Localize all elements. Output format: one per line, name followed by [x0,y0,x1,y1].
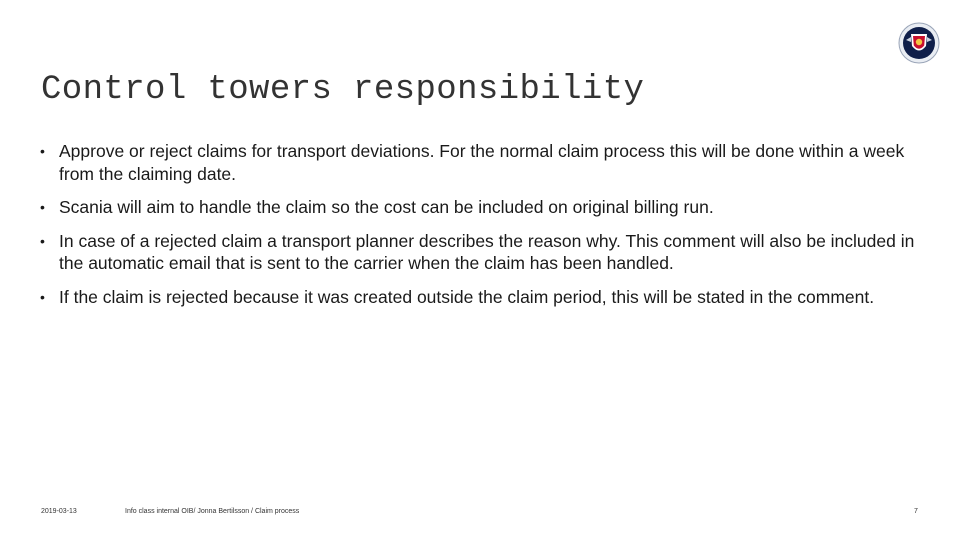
bullet-item [40,230,920,275]
bullet-dot: • [40,143,45,159]
scania-logo-icon [898,22,940,64]
bullet-dot: • [40,199,45,215]
bullet-text: If the claim is rejected because it was created outside the claim period, this will be stated in the comment. [59,286,875,307]
bullet-item [40,196,920,219]
page-number: 7 [914,508,918,515]
bullet-dot: • [40,232,45,249]
bullet-item [40,286,920,309]
footer-date: 2019-03-13 [41,508,77,515]
bullet-list [40,140,920,319]
footer-info: Info class internal OIB/ Jonna Bertilsson / Claim process [125,508,300,515]
bullet-text: Scania will aim to handle the claim so the cost can be included on original billing run. [59,197,714,217]
slide-title: Control towers responsibility [41,71,645,109]
bullet-dot: • [40,288,45,305]
bullet-text: In case of a rejected claim a transport planner describes the reason why. This comment will also be included in the automatic email that is sent to the carrier when the claim has been handled. [59,230,915,273]
bullet-item [40,140,920,185]
bullet-text: Approve or reject claims for transport deviations. For the normal claim process this will be done within a week from the claiming date. [59,141,905,184]
